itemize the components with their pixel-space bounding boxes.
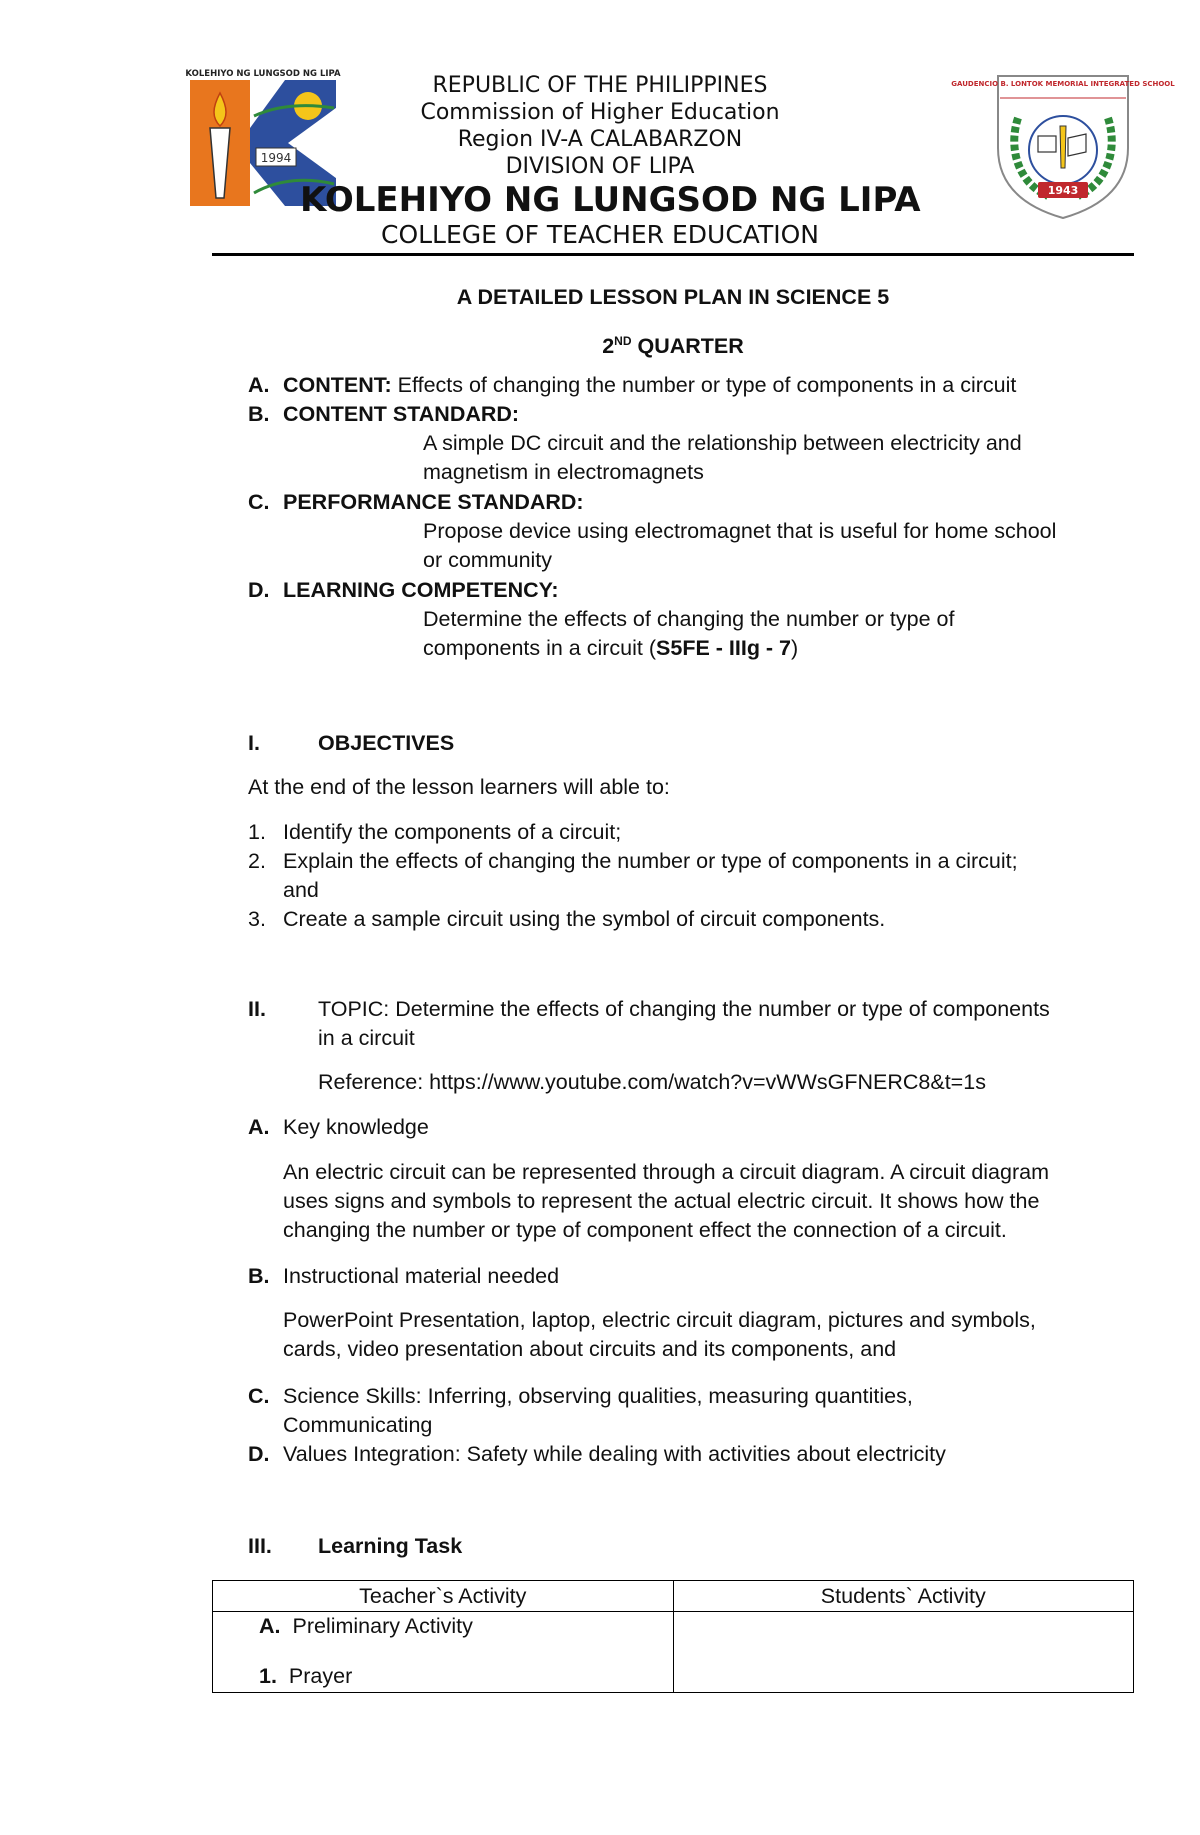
reference-link[interactable]: Reference: https://www.youtube.com/watch?v=vWWsGFNERC8&t=1s bbox=[318, 1070, 986, 1094]
text-line: uses signs and symbols to represent the actual electric circuit. It shows how the bbox=[283, 1189, 1040, 1213]
objectives-numeral: I. bbox=[248, 731, 260, 755]
text-line: cards, video presentation about circuits and its components, and bbox=[283, 1337, 897, 1361]
list-number: 3. bbox=[248, 907, 266, 931]
competency-text: components in a circuit ( bbox=[423, 636, 657, 660]
item-text: Prayer bbox=[288, 1664, 353, 1688]
text-line: or community bbox=[423, 548, 553, 572]
college-name: KOLEHIYO NG LUNGSOD NG LIPA bbox=[300, 180, 921, 220]
objectives-heading: OBJECTIVES bbox=[318, 731, 455, 755]
section-label: CONTENT: bbox=[283, 373, 392, 397]
objectives-list bbox=[248, 818, 1138, 934]
school-seal-logo bbox=[951, 68, 1175, 220]
section-content-standard bbox=[248, 400, 1138, 429]
list-text: Identify the components of a circuit; bbox=[283, 820, 622, 844]
section-letter: A. bbox=[248, 373, 270, 397]
text-line: PowerPoint Presentation, laptop, electric circuit diagram, pictures and symbols, bbox=[283, 1308, 1036, 1332]
competency-code: S5FE - IIIg - 7 bbox=[656, 636, 792, 660]
item-number: 1. bbox=[259, 1664, 277, 1688]
text-line: Science Skills: Inferring, observing qualities, measuring quantities, bbox=[283, 1384, 913, 1408]
header-line-region: Region IV-A CALABARZON bbox=[457, 127, 743, 152]
preliminary-activity bbox=[259, 1612, 473, 1641]
text-line bbox=[423, 634, 1138, 663]
text-line: magnetism in electromagnets bbox=[423, 460, 704, 484]
section-label: PERFORMANCE STANDARD: bbox=[283, 490, 584, 514]
college-department: COLLEGE OF TEACHER EDUCATION bbox=[381, 220, 819, 249]
text-line: Communicating bbox=[283, 1413, 433, 1437]
learning-competency-text bbox=[423, 605, 1138, 663]
text-line: changing the number or type of component effect the connection of a circuit. bbox=[283, 1218, 1007, 1242]
learning-task-table bbox=[212, 1580, 1134, 1693]
header-line-division: DIVISION OF LIPA bbox=[505, 154, 695, 179]
students-activity-header: Students` Activity bbox=[673, 1581, 1134, 1612]
seal-year-text: 1943 bbox=[1047, 184, 1079, 197]
values-integration-text: Values Integration: Safety while dealing with activities about electricity bbox=[283, 1442, 946, 1466]
material-text bbox=[283, 1306, 1143, 1364]
key-knowledge-title: Key knowledge bbox=[283, 1115, 429, 1139]
learning-task-heading: Learning Task bbox=[318, 1534, 463, 1558]
logo-name-text: KOLEHIYO NG LUNGSOD NG LIPA bbox=[185, 69, 341, 79]
prayer-item bbox=[259, 1662, 352, 1691]
subsection-letter: B. bbox=[248, 1264, 270, 1288]
text-line: in a circuit bbox=[318, 1026, 415, 1050]
subsection-letter: C. bbox=[248, 1384, 270, 1408]
students-activity-cell bbox=[673, 1612, 1134, 1693]
topic-text bbox=[318, 995, 1138, 1053]
logo-year-text: 1994 bbox=[260, 151, 292, 165]
text-line: TOPIC: Determine the effects of changing the number or type of components bbox=[318, 997, 1050, 1021]
science-skills-text bbox=[283, 1382, 1143, 1440]
header-line-commission: Commission of Higher Education bbox=[420, 100, 780, 125]
content-standard-text bbox=[423, 429, 1138, 487]
list-text: and bbox=[283, 878, 319, 902]
quarter-label bbox=[212, 327, 1134, 361]
header-divider bbox=[212, 253, 1134, 256]
material-title: Instructional material needed bbox=[283, 1264, 560, 1288]
lesson-plan-title: A DETAILED LESSON PLAN IN SCIENCE 5 bbox=[456, 285, 890, 309]
quarter-superscript: ND bbox=[614, 334, 632, 348]
institution-header bbox=[300, 72, 921, 250]
subsection-letter: D. bbox=[248, 1442, 270, 1466]
topic-numeral: II. bbox=[248, 997, 266, 1021]
section-performance-standard bbox=[248, 488, 1138, 517]
section-learning-competency bbox=[248, 576, 1138, 605]
seal-name-text: GAUDENCIO B. LONTOK MEMORIAL INTEGRATED SCHOOL bbox=[951, 80, 1175, 88]
table-header-row bbox=[213, 1581, 1134, 1612]
list-text: Create a sample circuit using the symbol of circuit components. bbox=[283, 907, 886, 931]
header-line-republic: REPUBLIC OF THE PHILIPPINES bbox=[432, 73, 768, 98]
teacher-activity-header: Teacher`s Activity bbox=[213, 1581, 674, 1612]
list-item bbox=[248, 905, 1138, 934]
text-line: Determine the effects of changing the number or type of bbox=[423, 607, 955, 631]
list-number: 2. bbox=[248, 849, 266, 873]
objectives-intro: At the end of the lesson learners will able to: bbox=[248, 775, 670, 799]
text-line: Propose device using electromagnet that is useful for home school bbox=[423, 519, 1057, 543]
quarter-word: QUARTER bbox=[637, 334, 744, 359]
learning-task-numeral: III. bbox=[248, 1534, 272, 1558]
section-letter: C. bbox=[248, 490, 270, 514]
list-number: 1. bbox=[248, 820, 266, 844]
list-text: Explain the effects of changing the number or type of components in a circuit; bbox=[283, 849, 1018, 873]
list-item bbox=[248, 847, 1138, 905]
table-row bbox=[213, 1612, 1134, 1693]
key-knowledge-text bbox=[283, 1158, 1143, 1245]
teacher-activity-cell bbox=[213, 1612, 674, 1693]
row-letter: A. bbox=[259, 1614, 281, 1638]
text-line: An electric circuit can be represented through a circuit diagram. A circuit diagram bbox=[283, 1160, 1050, 1184]
section-letter: D. bbox=[248, 578, 270, 602]
performance-standard-text bbox=[423, 517, 1138, 575]
text-line: A simple DC circuit and the relationship between electricity and bbox=[423, 431, 1022, 455]
list-item bbox=[248, 818, 1138, 847]
section-label: CONTENT STANDARD: bbox=[283, 402, 520, 426]
section-letter: B. bbox=[248, 402, 270, 426]
section-text: Effects of changing the number or type of components in a circuit bbox=[397, 373, 1017, 397]
row-title: Preliminary Activity bbox=[292, 1614, 473, 1638]
competency-close: ) bbox=[791, 636, 799, 660]
section-label: LEARNING COMPETENCY: bbox=[283, 578, 559, 602]
section-content bbox=[248, 371, 1138, 400]
subsection-letter: A. bbox=[248, 1115, 270, 1139]
quarter-number: 2 bbox=[602, 334, 615, 359]
